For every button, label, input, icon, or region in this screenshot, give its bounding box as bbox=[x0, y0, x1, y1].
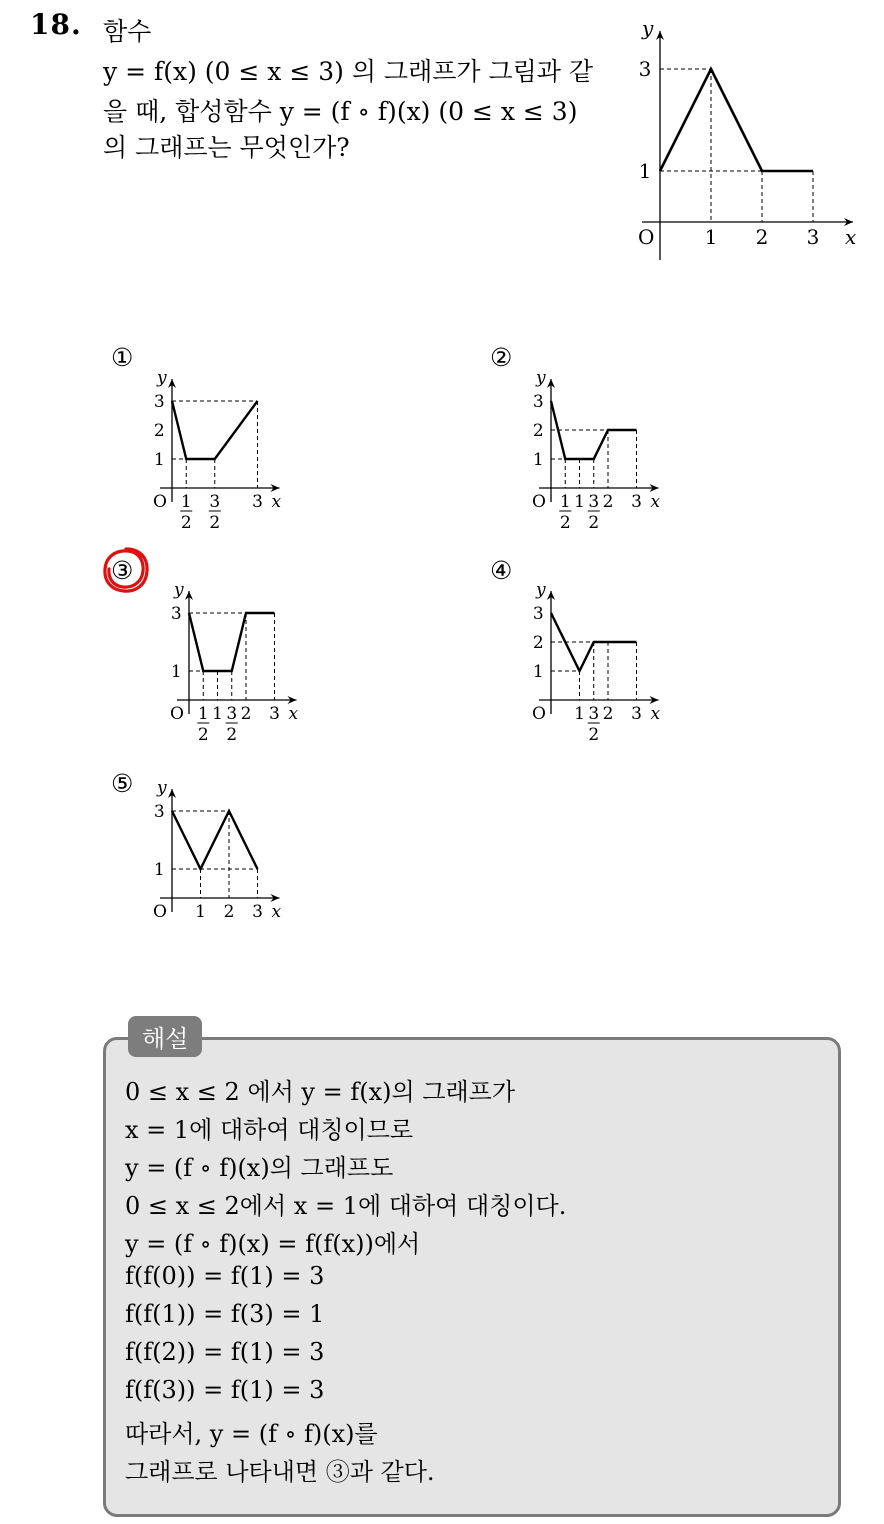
x-axis-label: x bbox=[288, 704, 299, 724]
origin-label: O bbox=[532, 492, 546, 512]
y-axis-label: y bbox=[536, 368, 546, 388]
question-line: 을 때, 합성함수 y = (f ∘ f)(x) (0 ≤ x ≤ 3) bbox=[103, 97, 578, 126]
solution-line: 0 ≤ x ≤ 2 에서 y = f(x)의 그래프가 bbox=[125, 1078, 516, 1106]
solution-line: 따라서, y = (f ∘ f)(x)를 bbox=[125, 1420, 378, 1448]
graph-svg bbox=[519, 366, 679, 541]
x-tick-label: 3 bbox=[806, 225, 820, 249]
y-tick-label: 1 bbox=[532, 449, 544, 470]
choice-4-graph bbox=[519, 578, 679, 757]
x-tick-label: 3 bbox=[252, 492, 263, 512]
question-number: 18. bbox=[30, 8, 82, 41]
y-tick-label: 3 bbox=[638, 57, 652, 81]
question-line: y = f(x) (0 ≤ x ≤ 3) 의 그래프가 그림과 같 bbox=[103, 57, 594, 86]
y-tick-label: 1 bbox=[153, 859, 165, 880]
x-tick-label: 3 bbox=[226, 704, 238, 724]
y-tick-label: 3 bbox=[153, 801, 165, 822]
x-axis-label: x bbox=[271, 902, 282, 922]
solution-line: y = (f ∘ f)(x)의 그래프도 bbox=[125, 1154, 394, 1182]
x-axis-label: x bbox=[650, 704, 661, 724]
y-tick-label: 1 bbox=[532, 661, 544, 682]
y-axis-label: y bbox=[174, 580, 184, 600]
x-tick-label: 1 bbox=[195, 902, 206, 922]
x-tick-label: 1 bbox=[212, 704, 223, 724]
y-tick-label: 3 bbox=[532, 391, 544, 412]
solution-line: f(f(2)) = f(1) = 3 bbox=[125, 1338, 325, 1366]
x-tick-label: 2 bbox=[588, 513, 600, 533]
x-tick-label: 1 bbox=[559, 492, 571, 512]
solution-line: f(f(3)) = f(1) = 3 bbox=[125, 1376, 325, 1404]
x-tick-label: 2 bbox=[588, 725, 600, 745]
x-tick-label: 2 bbox=[223, 902, 235, 922]
x-tick-label: 3 bbox=[588, 704, 600, 724]
x-tick-label: 3 bbox=[631, 492, 642, 512]
solution-line: x = 1에 대하여 대칭이므로 bbox=[125, 1116, 414, 1144]
x-tick-label: 1 bbox=[574, 492, 585, 512]
graph-svg bbox=[140, 778, 300, 951]
question-line: 함수 bbox=[103, 17, 152, 46]
x-tick-label: 2 bbox=[559, 513, 571, 533]
x-tick-label: 3 bbox=[588, 492, 600, 512]
choice-5-label[interactable]: ⑤ bbox=[111, 769, 134, 798]
solution-tag: 해설 bbox=[128, 1016, 202, 1057]
x-tick-label: 2 bbox=[755, 225, 769, 249]
x-tick-label: 2 bbox=[240, 704, 252, 724]
solution-line: y = (f ∘ f)(x) = f(f(x))에서 bbox=[125, 1230, 421, 1258]
main-graph bbox=[610, 16, 860, 274]
y-tick-label: 2 bbox=[532, 420, 544, 441]
graph-curve bbox=[660, 69, 813, 171]
x-axis-label: x bbox=[845, 225, 857, 249]
x-tick-label: 2 bbox=[602, 492, 614, 512]
graph-curve bbox=[551, 613, 637, 671]
x-tick-label: 1 bbox=[180, 492, 192, 512]
y-axis-label: y bbox=[157, 778, 167, 798]
y-tick-label: 3 bbox=[153, 391, 165, 412]
y-tick-label: 3 bbox=[532, 603, 544, 624]
y-axis-label: y bbox=[642, 16, 654, 40]
choice-5-graph bbox=[140, 778, 300, 955]
origin-label: O bbox=[153, 492, 167, 512]
x-tick-label: 2 bbox=[197, 725, 209, 745]
x-tick-label: 3 bbox=[209, 492, 221, 512]
y-tick-label: 2 bbox=[532, 632, 544, 653]
x-tick-label: 2 bbox=[180, 513, 192, 533]
x-tick-label: 2 bbox=[209, 513, 221, 533]
choice-1-graph bbox=[140, 366, 300, 545]
y-tick-label: 1 bbox=[170, 661, 182, 682]
choice-2-graph bbox=[519, 366, 679, 545]
solution-line: 0 ≤ x ≤ 2에서 x = 1에 대하여 대칭이다. bbox=[125, 1192, 567, 1220]
x-tick-label: 1 bbox=[197, 704, 209, 724]
choice-4-label[interactable]: ④ bbox=[490, 556, 513, 585]
origin-label: O bbox=[532, 704, 546, 724]
y-axis-label: y bbox=[157, 368, 167, 388]
y-tick-label: 2 bbox=[153, 420, 165, 441]
x-tick-label: 3 bbox=[252, 902, 263, 922]
graph-curve bbox=[189, 613, 275, 671]
graph-svg bbox=[157, 578, 317, 753]
x-tick-label: 3 bbox=[269, 704, 280, 724]
question-line: 의 그래프는 무엇인가? bbox=[103, 133, 350, 162]
x-tick-label: 1 bbox=[704, 225, 718, 249]
choice-2-label[interactable]: ② bbox=[490, 343, 513, 372]
choice-1-label[interactable]: ① bbox=[111, 343, 134, 372]
y-tick-label: 1 bbox=[153, 449, 165, 470]
x-axis-label: x bbox=[650, 492, 661, 512]
origin-label: O bbox=[153, 902, 167, 922]
graph-curve bbox=[172, 811, 258, 869]
y-tick-label: 1 bbox=[638, 159, 652, 183]
choice-3-label[interactable]: ③ bbox=[111, 556, 134, 585]
choice-3-graph bbox=[157, 578, 317, 757]
solution-line: 그래프로 나타내면 ③과 같다. bbox=[125, 1458, 435, 1486]
x-tick-label: 1 bbox=[574, 704, 585, 724]
graph-curve bbox=[172, 401, 258, 459]
y-axis-label: y bbox=[536, 580, 546, 600]
graph-svg bbox=[140, 366, 300, 541]
origin-label: O bbox=[170, 704, 184, 724]
graph-svg bbox=[519, 578, 679, 753]
x-tick-label: 2 bbox=[226, 725, 238, 745]
solution-line: f(f(1)) = f(3) = 1 bbox=[125, 1300, 325, 1328]
solution-line: f(f(0)) = f(1) = 3 bbox=[125, 1262, 325, 1290]
graph-svg bbox=[610, 16, 860, 270]
y-tick-label: 3 bbox=[170, 603, 182, 624]
x-tick-label: 3 bbox=[631, 704, 642, 724]
x-tick-label: 2 bbox=[602, 704, 614, 724]
origin-label: O bbox=[638, 225, 655, 249]
x-axis-label: x bbox=[271, 492, 282, 512]
